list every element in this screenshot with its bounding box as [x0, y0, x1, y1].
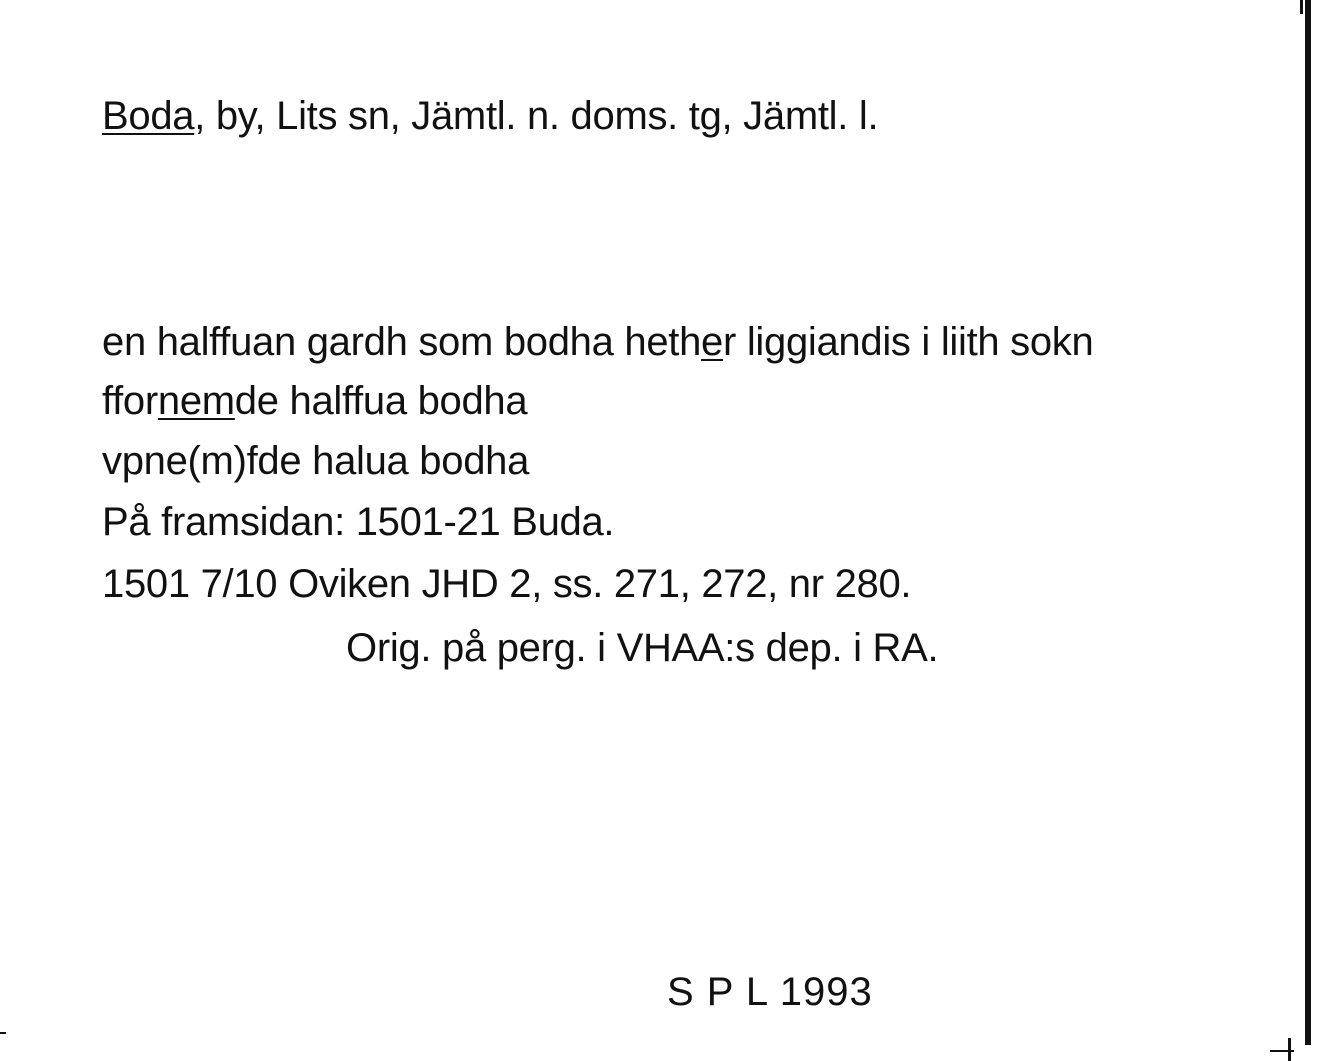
quote-line-2-end: de halffua bodha — [234, 379, 528, 423]
quote-line-2 — [102, 377, 527, 425]
quote-line-2-abbrev: nem — [157, 379, 235, 423]
quote-line-1-end: r liggiandis i liith sokn — [723, 320, 1094, 364]
scan-edge-mark — [1300, 0, 1303, 14]
quote-line-3: vpne(m)fde halua bodha — [102, 439, 530, 483]
place-name: Boda — [102, 94, 195, 138]
original-location: Orig. på perg. i VHAA:s dep. i RA. — [346, 626, 939, 670]
source-reference: 1501 7/10 Oviken JHD 2, ss. 271, 272, nr 280. — [102, 562, 912, 606]
crop-mark-vertical — [1288, 1038, 1291, 1061]
card-signature: S P L 1993 — [667, 970, 873, 1014]
card-right-border — [1305, 0, 1311, 1045]
card-heading — [102, 92, 878, 140]
quote-line-1-abbrev: e — [701, 320, 723, 364]
crop-mark-left — [0, 1032, 6, 1034]
front-side-note: På framsidan: 1501-21 Buda. — [102, 500, 615, 544]
place-description: , by, Lits sn, Jämtl. n. doms. tg, Jämtl. l. — [194, 94, 879, 138]
quote-line-1 — [102, 318, 1093, 366]
quote-line-2-start: ffor — [102, 379, 158, 423]
quote-line-1-start: en halffuan gardh som bodha heth — [102, 320, 702, 364]
